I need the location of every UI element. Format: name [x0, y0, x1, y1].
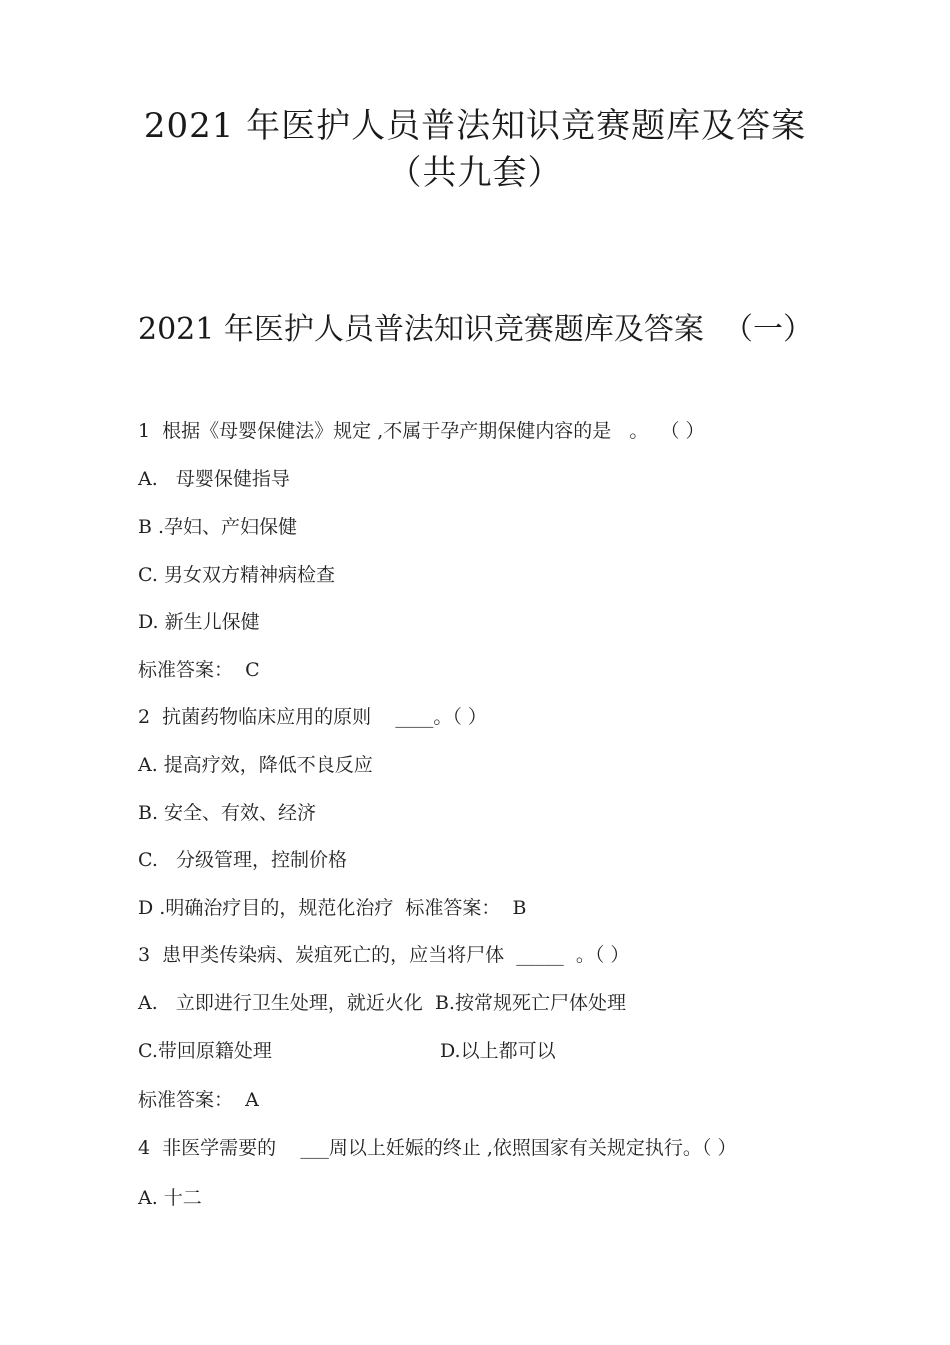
document-title-line-2: （共九套） [387, 153, 563, 193]
question-1-stem: 1 根据《母婴保健法》规定 ,不属于孕产期保健内容的是 。 （ ） [138, 420, 705, 442]
question-3-answer: 标准答案： A [138, 1089, 259, 1111]
question-1-option-c: C. 男女双方精神病检查 [138, 564, 335, 586]
question-2-option-a: A. 提高疗效，降低不良反应 [138, 754, 373, 776]
question-4-stem: 4 非医学需要的 ___周以上妊娠的终止 ,依照国家有关规定执行。（ ） [138, 1137, 737, 1159]
question-2-stem: 2 抗菌药物临床应用的原则 ____。（ ） [138, 706, 487, 728]
question-2-option-d-and-answer: D .明确治疗目的，规范化治疗 标准答案： B [138, 897, 527, 919]
question-3-stem: 3 患甲类传染病、炭疽死亡的，应当将尸体 _____ 。（ ） [138, 944, 630, 966]
question-1-answer: 标准答案： C [138, 659, 260, 681]
question-3-option-a-b: A. 立即进行卫生处理，就近火化 B.按常规死亡尸体处理 [138, 992, 626, 1014]
document-title-line-1: 2021 年医护人员普法知识竞赛题库及答案 [143, 106, 807, 146]
question-4-option-a: A. 十二 [138, 1187, 202, 1209]
question-2-option-c: C. 分级管理，控制价格 [138, 849, 348, 871]
section-title: 2021 年医护人员普法知识竞赛题库及答案 （一） [138, 312, 813, 347]
question-1-option-a: A. 母婴保健指导 [138, 468, 290, 490]
question-2-option-b: B. 安全、有效、经济 [138, 802, 317, 824]
question-3-option-d: D.以上都可以 [440, 1040, 556, 1062]
question-1-option-b: B .孕妇、产妇保健 [138, 516, 298, 538]
question-3-option-c: C.带回原籍处理 [138, 1040, 272, 1062]
question-1-option-d: D. 新生儿保健 [138, 611, 260, 633]
